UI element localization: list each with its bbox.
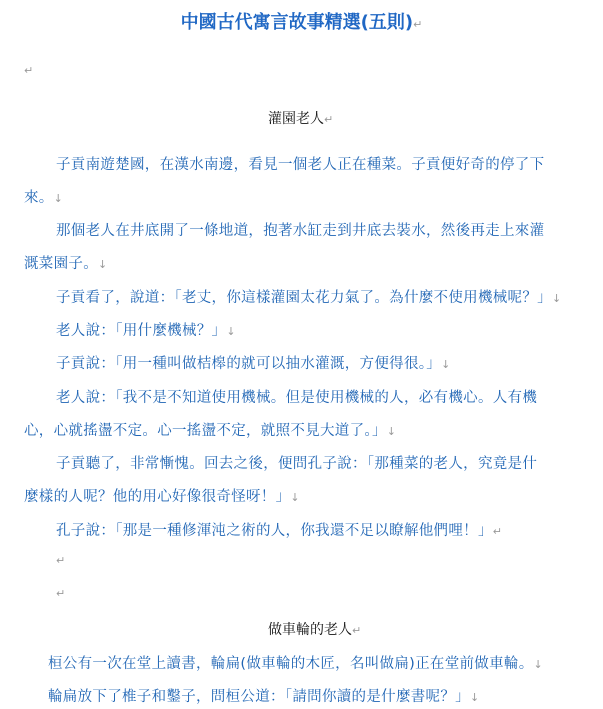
story1-line — [56, 386, 537, 407]
formatting-mark: ↓ — [53, 192, 64, 205]
story2-line — [48, 685, 479, 706]
story1-line — [56, 452, 537, 473]
formatting-mark: ↓ — [386, 425, 397, 438]
line-text: 桓公有一次在堂上讀書，輪扁(做車輪的木匠，名叫做扁)正在堂前做車輪。 — [48, 656, 534, 672]
formatting-mark: ↓ — [290, 491, 300, 504]
story1-heading — [268, 108, 333, 128]
formatting-mark: ↵ — [24, 64, 34, 77]
line-text: 麼樣的人呢？他的用心好像很奇怪呀！」 — [24, 489, 291, 505]
line-text: 子貢聽了，非常慚愧。回去之後，便問孔子說：「那種菜的老人，究竟是什 — [56, 456, 538, 472]
formatting-mark: ↓ — [533, 658, 544, 671]
empty-paragraph — [56, 552, 66, 568]
line-text: 溉菜園子。 — [24, 256, 98, 272]
line-text: 子貢說：「用一種叫做桔槔的就可以抽水灌溉，方便得很。」 — [56, 356, 442, 372]
formatting-mark: ↵ — [324, 113, 334, 126]
formatting-mark: ↵ — [352, 624, 362, 637]
line-text: 灌園老人 — [268, 111, 324, 127]
line-text: 做車輪的老人 — [268, 622, 352, 638]
line-text: 子貢南遊楚國，在漢水南邊，看見一個老人正在種菜。子貢便好奇的停了下 — [56, 157, 545, 173]
story1-line — [24, 252, 108, 273]
formatting-mark: ↓ — [469, 691, 480, 704]
formatting-mark: ↵ — [56, 554, 66, 567]
story2-heading — [268, 619, 361, 639]
paragraph-mark: ↵ — [413, 18, 423, 31]
formatting-mark: ↓ — [98, 258, 108, 271]
empty-paragraph — [56, 585, 66, 601]
formatting-mark: ↓ — [551, 292, 562, 305]
formatting-mark: ↵ — [56, 587, 66, 600]
empty-paragraph — [24, 62, 34, 78]
story1-line — [24, 419, 396, 440]
formatting-mark: ↵ — [492, 525, 503, 538]
story1-line — [24, 485, 300, 506]
line-text: 輪扁放下了椎子和鑿子，問桓公道：「請問你讀的是什麼書呢？」 — [48, 689, 470, 705]
line-text: 老人說：「我不是不知道使用機械。但是使用機械的人，必有機心。人有機 — [56, 390, 538, 406]
line-text: 老人說：「用什麼機械？」 — [56, 323, 227, 339]
story2-line — [48, 652, 543, 673]
story1-line — [24, 186, 63, 207]
line-text: 孔子說：「那是一種修渾沌之術的人，你我還不足以瞭解他們哩！」 — [56, 523, 493, 539]
line-text: 來。 — [24, 190, 54, 206]
title-text: 中國古代寓言故事精選(五則) — [180, 12, 414, 33]
story1-line — [56, 519, 502, 540]
story1-line — [56, 153, 544, 174]
story1-line — [56, 219, 544, 240]
story1-line — [56, 286, 561, 307]
formatting-mark: ↓ — [441, 358, 451, 371]
document-title — [0, 8, 603, 34]
line-text: 心，心就搖盪不定。心一搖盪不定，就照不見大道了。」 — [24, 423, 387, 439]
story1-line — [56, 352, 451, 373]
formatting-mark: ↓ — [226, 325, 236, 338]
line-text: 那個老人在井底開了一條地道，抱著水缸走到井底去裝水，然後再走上來灌 — [56, 223, 545, 239]
story1-line — [56, 319, 236, 340]
line-text: 子貢看了，說道：「老丈，你這樣灌園太花力氣了。為什麼不使用機械呢？」 — [56, 290, 552, 306]
